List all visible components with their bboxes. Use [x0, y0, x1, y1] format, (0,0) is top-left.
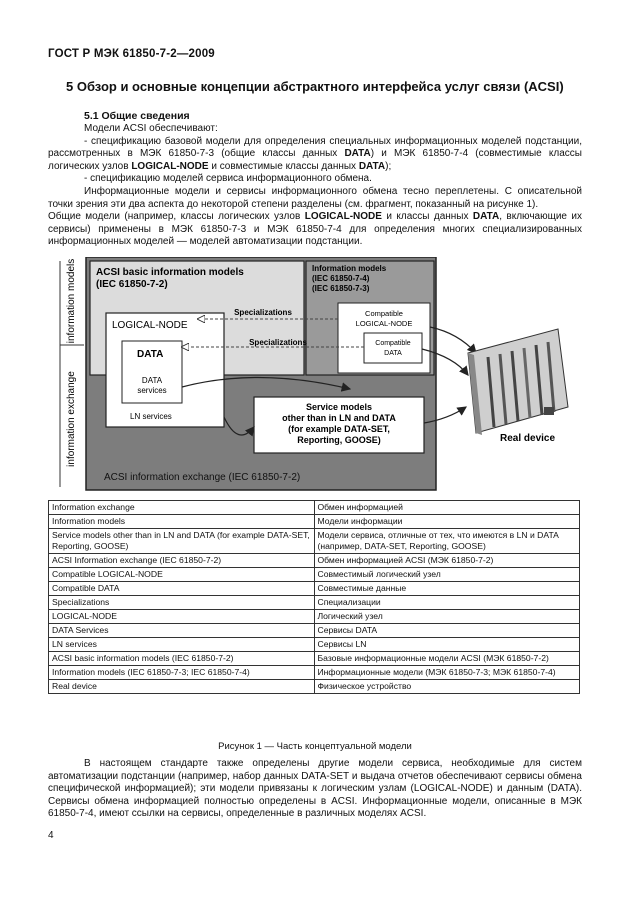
legend-term-en: Service models other than in LN and DATA (for example DATA-SET, Reporting, GOOSE)	[49, 529, 315, 554]
legend-term-en: Information models	[49, 515, 315, 529]
legend-row	[49, 610, 580, 624]
compat-data-label-1: Compatible	[375, 340, 411, 347]
legend-row	[49, 582, 580, 596]
text-run: ) и МЭК 61850-7-4 (совместимые классы логических узлов	[48, 148, 582, 172]
legend-table-body	[49, 501, 580, 694]
legend-term-ru: Совместимые данные	[314, 582, 580, 596]
legend-term-en: LOGICAL-NODE	[49, 610, 315, 624]
text-run: , включающие их сервисы) применены в МЭК 61850-7-3 и МЭК 61850-7-4 для определения многих специализированных информационных моделей — моделей автоматизации подстанции.	[48, 211, 582, 248]
text-run: );	[385, 160, 392, 172]
legend-row	[49, 652, 580, 666]
text-run: DATA	[472, 211, 500, 223]
text-run: Общие модели (например, классы логических узлов	[48, 211, 305, 223]
info-models-ref-1: (IEC 61850-7-4)	[312, 274, 370, 283]
legend-row	[49, 666, 580, 680]
subsection-title: 5.1 Общие сведения	[84, 110, 190, 122]
real-device-illustration	[468, 329, 568, 435]
legend-term-ru: Обмен информацией	[314, 501, 580, 515]
real-device-label: Real device	[500, 433, 556, 444]
legend-term-ru: Специализации	[314, 596, 580, 610]
specializations-label-2: Specializations	[249, 338, 307, 347]
legend-row	[49, 554, 580, 568]
intro-paragraph	[48, 136, 582, 174]
intro-paragraph: Модели ACSI обеспечивают:	[84, 123, 218, 134]
legend-term-ru: Базовые информационные модели ACSI (МЭК 61850-7-2)	[314, 652, 580, 666]
specializations-label-1: Specializations	[234, 308, 292, 317]
compat-to-device-arrow-1	[430, 327, 476, 353]
legend-term-ru: Модели сервиса, отличные от тех, что имеются в LN и DATA (например, DATA-SET, Reporting, GOOSE)	[314, 529, 580, 554]
intro-paragraph	[48, 211, 582, 249]
intro-paragraph: Информационные модели и сервисы информационного обмена тесно переплетены. С описательной точки зрения эти два аспекта до некоторой степени разделены (см. фрагмент, показанный на рисунке 1).	[48, 185, 582, 210]
legend-term-ru: Сервисы LN	[314, 638, 580, 652]
legend-term-en: DATA Services	[49, 624, 315, 638]
legend-row	[49, 568, 580, 582]
text-run: DATA	[358, 160, 386, 172]
legend-term-en: Compatible LOGICAL-NODE	[49, 568, 315, 582]
text-run: и совместимые классы данных	[208, 160, 359, 172]
closing-paragraph: В настоящем стандарте также определены другие модели сервиса, необходимые для систем автоматизации подстанции (например, набор данных DATA-SET и выдача отчетов обеспечивают сервисы обмена специфической информацией); эти модели привязаны к логическим узлам (LOGICAL-NODE) и данным (DATA). Сервисы обмена информацией полностью определены в ACSI. Информационные модели, описанные в МЭК 61850-7-4, имеют ссылки на сервисы, определенные в различных моделях ACSI.	[48, 758, 582, 820]
text-run: и классы данных	[381, 211, 473, 223]
closing-text	[48, 758, 582, 821]
compat-ln-label-2: LOGICAL-NODE	[355, 319, 413, 328]
info-models-title: Information models	[312, 264, 387, 273]
legend-term-en: ACSI Information exchange (IEC 61850-7-2)	[49, 554, 315, 568]
figure-diagram	[48, 257, 582, 492]
service-models-label-3: (for example DATA-SET,	[288, 424, 390, 434]
acsi-basic-ref: (IEC 61850-7-2)	[96, 279, 168, 290]
legend-term-ru: Физическое устройство	[314, 680, 580, 694]
document-header: ГОСТ Р МЭК 61850-7-2—2009	[48, 48, 215, 60]
figure-conceptual-model	[48, 257, 582, 492]
legend-row	[49, 680, 580, 694]
text-run: - спецификацию базовой модели для определения специальных информационных моделей подстанции, рассмотренных в МЭК 61850-7-3 (общие классы данных	[48, 135, 582, 160]
legend-term-ru: Обмен информацией ACSI (МЭК 61850-7-2)	[314, 554, 580, 568]
data-services-label-2: services	[137, 386, 167, 395]
info-models-ref-2: (IEC 61850-7-3)	[312, 284, 370, 293]
legend-row	[49, 515, 580, 529]
compat-data-label-2: DATA	[384, 350, 402, 357]
intro-text	[48, 123, 582, 249]
intro-paragraph: - спецификацию моделей сервиса информационного обмена.	[84, 173, 372, 185]
acsi-basic-title: ACSI basic information models	[96, 267, 244, 278]
legend-term-ru: Логический узел	[314, 610, 580, 624]
data-services-label-1: DATA	[141, 376, 163, 385]
text-run: DATA	[344, 148, 371, 160]
legend-row	[49, 529, 580, 554]
legend-row	[49, 596, 580, 610]
legend-term-ru: Сервисы DATA	[314, 624, 580, 638]
legend-term-ru: Информационные модели (МЭК 61850-7-3; МЭК 61850-7-4)	[314, 666, 580, 680]
side-label-information-exchange: information exchange	[66, 371, 77, 467]
service-models-label-4: Reporting, GOOSE)	[297, 435, 381, 445]
legend-term-en: Specializations	[49, 596, 315, 610]
acsi-exchange-label: ACSI information exchange (IEC 61850-7-2)	[104, 472, 301, 483]
legend-term-ru: Модели информации	[314, 515, 580, 529]
ln-services-label: LN services	[130, 412, 172, 421]
service-models-label-2: other than in LN and DATA	[282, 413, 396, 423]
text-run: LOGICAL-NODE	[131, 160, 209, 172]
legend-table	[48, 500, 580, 694]
compatible-data-box	[364, 333, 422, 363]
side-label-information-models: information models	[66, 258, 77, 344]
legend-row	[49, 501, 580, 515]
legend-term-en: ACSI basic information models (IEC 61850-7-2)	[49, 652, 315, 666]
legend-term-ru: Совместимый логический узел	[314, 568, 580, 582]
section-title: 5 Обзор и основные концепции абстрактного интерфейса услуг связи (ACSI)	[66, 79, 564, 94]
logical-node-label: LOGICAL-NODE	[112, 320, 188, 331]
legend-term-en: LN services	[49, 638, 315, 652]
figure-caption: Рисунок 1 — Часть концептуальной модели	[218, 741, 412, 752]
legend-row	[49, 638, 580, 652]
legend-term-en: Real device	[49, 680, 315, 694]
data-label: DATA	[137, 349, 164, 360]
legend-term-en: Information models (IEC 61850-7-3; IEC 61850-7-4)	[49, 666, 315, 680]
text-run: LOGICAL-NODE	[304, 211, 382, 223]
compat-ln-label-1: Compatible	[365, 309, 403, 318]
page-number: 4	[48, 830, 54, 841]
legend-term-en: Information exchange	[49, 501, 315, 515]
legend-term-en: Compatible DATA	[49, 582, 315, 596]
service-models-label-1: Service models	[305, 402, 373, 412]
legend-row	[49, 624, 580, 638]
